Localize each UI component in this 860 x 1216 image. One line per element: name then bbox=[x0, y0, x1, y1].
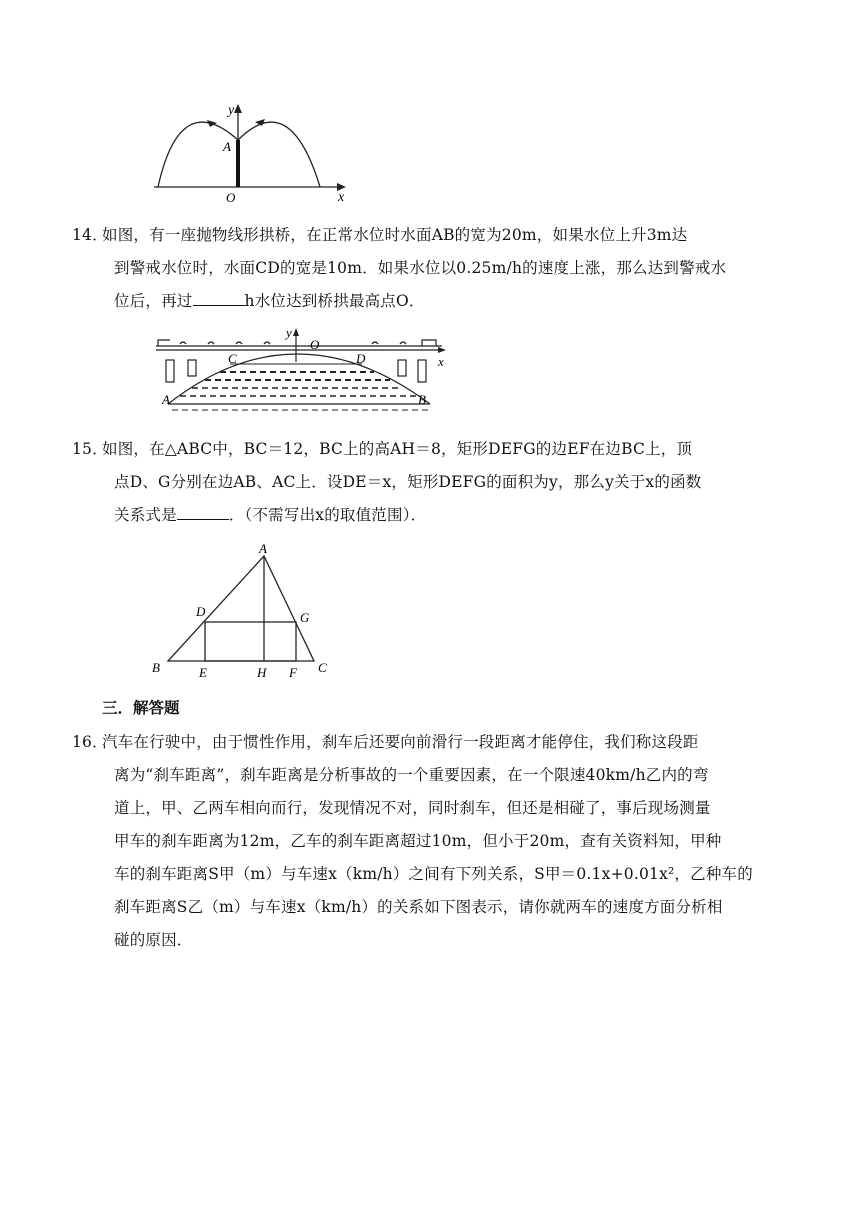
question-text-line: 汽车在行驶中，由于惯性作用，刹车后还要向前滑行一段距离才能停住，我们称这段距 bbox=[102, 733, 699, 751]
label-e: E bbox=[199, 665, 207, 680]
y-axis-arrow bbox=[293, 328, 299, 336]
question-text-line: 碰的原因． bbox=[114, 931, 193, 949]
label-o: O bbox=[310, 337, 320, 352]
label-d: D bbox=[196, 604, 206, 619]
question-text-line: 到警戒水位时，水面CD的宽是10m．如果水位以0.25m/h的速度上涨，那么达到警戒水 bbox=[114, 259, 727, 277]
label-x: x bbox=[338, 190, 345, 205]
label-y: y bbox=[286, 325, 292, 340]
arch-bridge-figure bbox=[150, 322, 450, 414]
question-text-line: 点D、G分别在边AB、AC上．设DE＝x，矩形DEFG的面积为y，那么y关于x的函数 bbox=[114, 473, 702, 491]
left-jet-curve bbox=[158, 122, 238, 187]
question-text-line: 车的刹车距离S甲（m）与车速x（km/h）之间有下列关系，S甲＝0.1x+0.01x²，乙种车的 bbox=[114, 865, 753, 883]
label-f: F bbox=[289, 665, 297, 680]
triangle-rectangle-figure bbox=[144, 540, 344, 680]
label-h: H bbox=[257, 665, 267, 680]
question-text-line: 甲车的刹车距离为12m，乙车的刹车距离超过10m，但小于20m，查有关资料知，甲种 bbox=[114, 832, 722, 850]
label-c: C bbox=[318, 660, 327, 675]
label-d: D bbox=[356, 351, 366, 366]
railing-right bbox=[372, 340, 436, 346]
x-axis-arrow bbox=[438, 347, 446, 353]
question-text-line bbox=[114, 499, 742, 532]
label-a: A bbox=[223, 139, 231, 154]
label-c: C bbox=[228, 351, 237, 366]
text-segment: 位后，再过 bbox=[114, 292, 193, 310]
right-pier-1 bbox=[398, 360, 406, 376]
question-15 bbox=[72, 433, 742, 532]
railing-left bbox=[158, 340, 270, 346]
question-text-line bbox=[114, 285, 742, 318]
question-text-line: 道上，甲、乙两车相向而行，发现情况不对，同时刹车，但还是相碰了，事后现场测量 bbox=[114, 799, 711, 817]
answer-blank[interactable] bbox=[177, 505, 229, 520]
triangle-abc bbox=[168, 556, 314, 661]
parabola-jets-figure bbox=[150, 98, 360, 210]
label-b: B bbox=[418, 392, 426, 407]
label-x: x bbox=[438, 354, 444, 369]
label-g: G bbox=[300, 610, 310, 625]
question-text-line: 刹车距离S乙（m）与车速x（km/h）的关系如下图表示，请你就两车的速度方面分析相 bbox=[114, 898, 723, 916]
text-segment: ．（不需写出x的取值范围）． bbox=[228, 506, 427, 524]
label-o: O bbox=[226, 190, 236, 205]
text-segment: 关系式是 bbox=[114, 506, 177, 524]
text-segment: h水位达到桥拱最高点O． bbox=[244, 292, 425, 310]
question-14 bbox=[72, 219, 742, 318]
answer-blank[interactable] bbox=[193, 291, 245, 306]
label-a: A bbox=[259, 541, 267, 556]
question-number: 15． bbox=[72, 440, 108, 458]
question-number: 14． bbox=[72, 226, 108, 244]
left-pier-2 bbox=[188, 360, 196, 376]
right-jet-curve bbox=[238, 122, 320, 187]
question-16 bbox=[72, 726, 753, 957]
question-text-line: 如图，有一座抛物线形拱桥，在正常水位时水面AB的宽为20m，如果水位上升3m达 bbox=[102, 226, 688, 244]
right-pier-2 bbox=[418, 360, 426, 382]
left-jet-arrow bbox=[207, 120, 217, 127]
question-text-line: 离为“刹车距离”，刹车距离是分析事故的一个重要因素，在一个限速40km/h乙内的弯 bbox=[114, 766, 709, 784]
section-heading: 三．解答题 bbox=[102, 699, 180, 717]
left-pier-1 bbox=[166, 360, 174, 382]
question-text-line: 如图，在△ABC中，BC＝12，BC上的高AH＝8，矩形DEFG的边EF在边BC上，顶 bbox=[102, 440, 693, 458]
rectangle-defg bbox=[205, 622, 296, 661]
question-number: 16． bbox=[72, 733, 108, 751]
y-axis-arrow bbox=[234, 104, 242, 113]
label-a: A bbox=[162, 392, 170, 407]
label-b: B bbox=[152, 660, 160, 675]
label-y: y bbox=[228, 103, 235, 118]
